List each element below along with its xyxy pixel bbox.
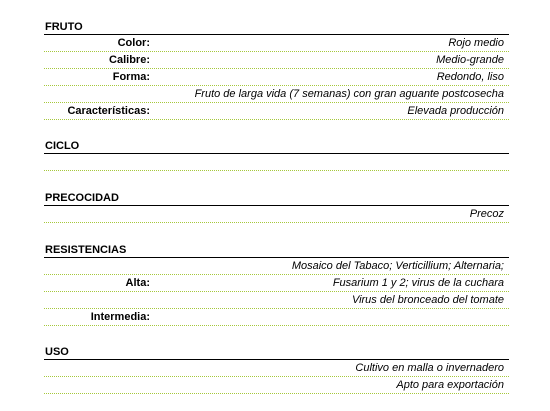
spec-label: Color:	[117, 37, 150, 49]
spec-row	[44, 86, 509, 103]
spec-row	[44, 309, 509, 326]
section-title-resistencias: RESISTENCIAS	[44, 242, 509, 258]
spec-value: Redondo, liso	[436, 71, 504, 83]
spec-row	[44, 360, 509, 377]
spec-value: Elevada producción	[407, 105, 504, 117]
spec-row	[44, 206, 509, 223]
spec-row	[44, 275, 509, 292]
spec-row	[44, 377, 509, 394]
spec-label: Características:	[67, 105, 150, 117]
spec-value: Apto para exportación	[396, 379, 504, 391]
section-title-precocidad: PRECOCIDAD	[44, 190, 509, 206]
spec-row	[44, 103, 509, 120]
spec-row	[44, 258, 509, 275]
spec-row	[44, 35, 509, 52]
section-title-fruto: FRUTO	[44, 19, 509, 35]
spec-value: Virus del bronceado del tomate	[351, 294, 504, 306]
spec-label: Calibre:	[109, 54, 150, 66]
spec-value: Rojo medio	[448, 37, 504, 49]
spec-label: Forma:	[112, 71, 150, 83]
spec-row	[44, 52, 509, 69]
spec-value: Mosaico del Tabaco; Verticillium; Alternaria;	[291, 260, 504, 272]
spec-row	[44, 154, 509, 171]
spec-value: Precoz	[469, 208, 504, 220]
spec-value: Cultivo en malla o invernadero	[355, 362, 504, 374]
section-title-uso: USO	[44, 344, 509, 360]
spec-row	[44, 69, 509, 86]
section-title-ciclo: CICLO	[44, 138, 509, 154]
spec-value: Medio-grande	[436, 54, 504, 66]
spec-label: Intermedia:	[90, 311, 150, 323]
spec-value: Fusarium 1 y 2; virus de la cuchara	[332, 277, 504, 289]
spec-value: Fruto de larga vida (7 semanas) con gran aguante postcosecha	[194, 88, 504, 100]
spec-label: Alta:	[125, 277, 150, 289]
spec-row	[44, 292, 509, 309]
